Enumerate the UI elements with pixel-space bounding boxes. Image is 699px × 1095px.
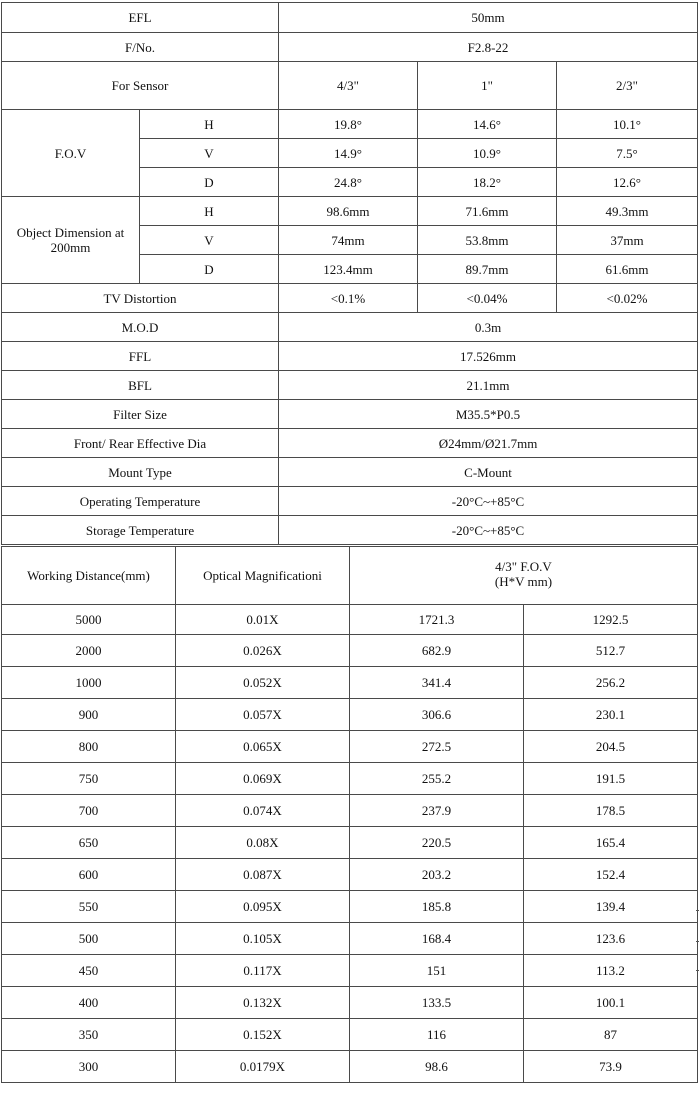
fov-h-cell: 185.8 — [350, 891, 524, 923]
bfl-row — [2, 371, 698, 400]
ffl-label: FFL — [2, 342, 279, 371]
magnification-cell: 0.105X — [176, 923, 350, 955]
object-dim-axis: H — [140, 197, 279, 226]
working-distance-cell: 650 — [2, 827, 176, 859]
magnification-cell: 0.132X — [176, 987, 350, 1019]
fov-h-cell: 306.6 — [350, 699, 524, 731]
fov-v-cell: 512.7 — [524, 635, 698, 667]
fno-row — [2, 33, 698, 62]
fov-h-cell: 98.6 — [350, 1051, 524, 1083]
fov-hv-header-line2: (H*V mm) — [494, 574, 553, 589]
bfl-label: BFL — [2, 371, 279, 400]
object-dim-value: 89.7mm — [418, 255, 557, 284]
mod-value: 0.3m — [279, 313, 698, 342]
fov-h-cell: 1721.3 — [350, 605, 524, 635]
operating-temp-label: Operating Temperature — [2, 487, 279, 516]
working-distance-header: Working Distance(mm) — [2, 547, 176, 605]
fov-v-cell: 73.9 — [524, 1051, 698, 1083]
object-dim-value: 53.8mm — [418, 226, 557, 255]
fov-h-cell: 168.4 — [350, 923, 524, 955]
table-row — [2, 635, 698, 667]
fov-h-cell: 203.2 — [350, 859, 524, 891]
fov-value: 10.1° — [557, 110, 698, 139]
spec-table — [1, 2, 698, 545]
magnification-cell: 0.08X — [176, 827, 350, 859]
working-distance-table — [1, 546, 698, 1083]
mod-label: M.O.D — [2, 313, 279, 342]
working-distance-cell: 550 — [2, 891, 176, 923]
working-distance-cell: 450 — [2, 955, 176, 987]
storage-temp-row — [2, 516, 698, 545]
fov-h-cell: 682.9 — [350, 635, 524, 667]
efl-value: 50mm — [279, 3, 698, 33]
fov-hv-header — [350, 547, 698, 605]
fov-v-cell: 165.4 — [524, 827, 698, 859]
storage-temp-label: Storage Temperature — [2, 516, 279, 545]
table-row — [2, 605, 698, 635]
working-distance-cell: 1000 — [2, 667, 176, 699]
fov-h-cell: 151 — [350, 955, 524, 987]
fov-v-cell: 113.2 — [524, 955, 698, 987]
tv-distortion-row — [2, 284, 698, 313]
fov-axis: V — [140, 139, 279, 168]
fov-v-cell: 100.1 — [524, 987, 698, 1019]
sensor-size-4-3: 4/3" — [279, 62, 418, 110]
fov-row-h — [2, 110, 698, 139]
fov-v-cell: 204.5 — [524, 731, 698, 763]
table-row — [2, 731, 698, 763]
magnification-cell: 0.065X — [176, 731, 350, 763]
magnification-cell: 0.087X — [176, 859, 350, 891]
working-distance-cell: 400 — [2, 987, 176, 1019]
table-row — [2, 795, 698, 827]
effective-dia-label: Front/ Rear Effective Dia — [2, 429, 279, 458]
working-distance-cell: 5000 — [2, 605, 176, 635]
effective-dia-row — [2, 429, 698, 458]
fov-h-cell: 341.4 — [350, 667, 524, 699]
fov-h-cell: 255.2 — [350, 763, 524, 795]
fov-v-cell: 178.5 — [524, 795, 698, 827]
working-distance-cell: 300 — [2, 1051, 176, 1083]
object-dim-value: 61.6mm — [557, 255, 698, 284]
object-dim-row-h — [2, 197, 698, 226]
efl-row — [2, 3, 698, 33]
working-distance-cell: 750 — [2, 763, 176, 795]
fno-value: F2.8-22 — [279, 33, 698, 62]
magnification-cell: 0.0179X — [176, 1051, 350, 1083]
table-row — [2, 1051, 698, 1083]
fov-h-cell: 237.9 — [350, 795, 524, 827]
ffl-value: 17.526mm — [279, 342, 698, 371]
magnification-cell: 0.117X — [176, 955, 350, 987]
ffl-row — [2, 342, 698, 371]
table-row — [2, 763, 698, 795]
fov-axis: D — [140, 168, 279, 197]
fov-v-cell: 230.1 — [524, 699, 698, 731]
working-distance-rows — [2, 605, 698, 1083]
table-row — [2, 923, 698, 955]
fov-v-cell: 191.5 — [524, 763, 698, 795]
fov-label: F.O.V — [2, 110, 140, 197]
sensor-size-1: 1" — [418, 62, 557, 110]
object-dim-value: 49.3mm — [557, 197, 698, 226]
object-dim-label — [2, 197, 140, 284]
mount-type-label: Mount Type — [2, 458, 279, 487]
fov-value: 14.6° — [418, 110, 557, 139]
object-dim-value: 74mm — [279, 226, 418, 255]
fov-value: 7.5° — [557, 139, 698, 168]
fov-h-cell: 220.5 — [350, 827, 524, 859]
working-distance-cell: 350 — [2, 1019, 176, 1051]
fov-value: 14.9° — [279, 139, 418, 168]
magnification-cell: 0.095X — [176, 891, 350, 923]
object-dim-value: 37mm — [557, 226, 698, 255]
object-dim-value: 123.4mm — [279, 255, 418, 284]
fov-v-cell: 1292.5 — [524, 605, 698, 635]
storage-temp-value: -20°C~+85°C — [279, 516, 698, 545]
working-distance-cell: 700 — [2, 795, 176, 827]
magnification-header: Optical Magnificationi — [176, 547, 350, 605]
fov-hv-header-line1: 4/3" F.O.V — [495, 559, 552, 574]
working-distance-cell: 2000 — [2, 635, 176, 667]
fov-value: 24.8° — [279, 168, 418, 197]
filter-size-row — [2, 400, 698, 429]
table-row — [2, 827, 698, 859]
filter-size-label: Filter Size — [2, 400, 279, 429]
tv-distortion-value: <0.02% — [557, 284, 698, 313]
object-dim-value: 98.6mm — [279, 197, 418, 226]
table-row — [2, 987, 698, 1019]
fov-v-cell: 123.6 — [524, 923, 698, 955]
object-dim-label-line1: Object Dimension at — [16, 225, 125, 240]
magnification-cell: 0.052X — [176, 667, 350, 699]
fov-h-cell: 133.5 — [350, 987, 524, 1019]
table-row — [2, 667, 698, 699]
effective-dia-value: Ø24mm/Ø21.7mm — [279, 429, 698, 458]
table-row — [2, 955, 698, 987]
object-dim-value: 71.6mm — [418, 197, 557, 226]
magnification-cell: 0.026X — [176, 635, 350, 667]
magnification-cell: 0.069X — [176, 763, 350, 795]
working-distance-header-row — [2, 547, 698, 605]
magnification-cell: 0.01X — [176, 605, 350, 635]
tv-distortion-label: TV Distortion — [2, 284, 279, 313]
efl-label: EFL — [2, 3, 279, 33]
object-dim-axis: D — [140, 255, 279, 284]
tv-distortion-value: <0.1% — [279, 284, 418, 313]
tv-distortion-value: <0.04% — [418, 284, 557, 313]
working-distance-cell: 600 — [2, 859, 176, 891]
fno-label: F/No. — [2, 33, 279, 62]
fov-value: 19.8° — [279, 110, 418, 139]
object-dim-label-line2: 200mm — [50, 240, 91, 255]
operating-temp-row — [2, 487, 698, 516]
filter-size-value: M35.5*P0.5 — [279, 400, 698, 429]
sensor-size-2-3: 2/3" — [557, 62, 698, 110]
magnification-cell: 0.074X — [176, 795, 350, 827]
fov-v-cell: 87 — [524, 1019, 698, 1051]
working-distance-cell: 800 — [2, 731, 176, 763]
table-row — [2, 891, 698, 923]
working-distance-cell: 900 — [2, 699, 176, 731]
mount-type-value: C-Mount — [279, 458, 698, 487]
mount-type-row — [2, 458, 698, 487]
fov-h-cell: 116 — [350, 1019, 524, 1051]
table-row — [2, 859, 698, 891]
table-row — [2, 1019, 698, 1051]
bfl-value: 21.1mm — [279, 371, 698, 400]
fov-v-cell: 139.4 — [524, 891, 698, 923]
fov-value: 18.2° — [418, 168, 557, 197]
sensor-row — [2, 62, 698, 110]
fov-value: 10.9° — [418, 139, 557, 168]
working-distance-cell: 500 — [2, 923, 176, 955]
sensor-label: For Sensor — [2, 62, 279, 110]
table-row — [2, 699, 698, 731]
fov-h-cell: 272.5 — [350, 731, 524, 763]
fov-axis: H — [140, 110, 279, 139]
operating-temp-value: -20°C~+85°C — [279, 487, 698, 516]
magnification-cell: 0.057X — [176, 699, 350, 731]
fov-v-cell: 152.4 — [524, 859, 698, 891]
fov-v-cell: 256.2 — [524, 667, 698, 699]
object-dim-axis: V — [140, 226, 279, 255]
magnification-cell: 0.152X — [176, 1019, 350, 1051]
fov-value: 12.6° — [557, 168, 698, 197]
mod-row — [2, 313, 698, 342]
